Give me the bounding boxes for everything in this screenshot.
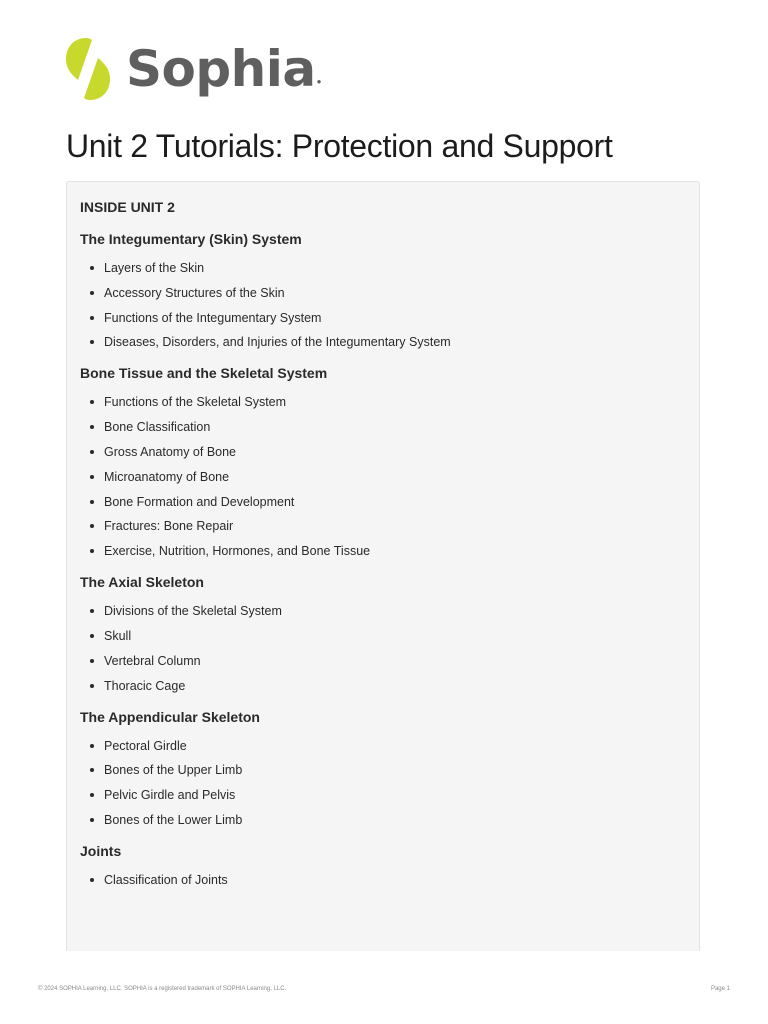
bullet-icon (90, 609, 94, 613)
sophia-logo[interactable] (66, 36, 321, 102)
lesson-item[interactable] (80, 310, 686, 326)
footer-copyright: © 2024 SOPHIA Learning, LLC. SOPHIA is a registered trademark of SOPHIA Learning, LLC. (38, 986, 287, 992)
lesson-item[interactable] (80, 285, 686, 301)
lesson-list (80, 738, 686, 828)
lesson-list (80, 260, 686, 350)
lesson-item[interactable] (80, 419, 686, 435)
section-title: The Integumentary (Skin) System (80, 231, 302, 247)
lesson-item-label: Microanatomy of Bone (104, 469, 230, 484)
lesson-item-label: Divisions of the Skeletal System (104, 604, 282, 619)
lesson-item-label: Classification of Joints (104, 872, 228, 887)
bullet-icon (90, 291, 94, 295)
lesson-item-label: Fractures: Bone Repair (104, 519, 234, 534)
page-title: Unit 2 Tutorials: Protection and Support (66, 128, 613, 164)
lesson-item[interactable] (80, 787, 686, 803)
section-title: Joints (80, 842, 122, 859)
registered-mark-icon: ● (316, 77, 322, 86)
lesson-item-label: Exercise, Nutrition, Hormones, and Bone Tissue (104, 544, 371, 559)
page-footer (38, 984, 730, 994)
lesson-item-label: Layers of the Skin (104, 261, 205, 275)
lesson-item[interactable] (80, 334, 686, 350)
lesson-item-label: Vertebral Column (104, 653, 201, 668)
bullet-icon (90, 818, 94, 822)
lesson-item-label: Thoracic Cage (104, 678, 186, 693)
bullet-icon (90, 549, 94, 553)
bullet-icon (90, 793, 94, 797)
lesson-item[interactable] (80, 628, 686, 644)
lesson-item[interactable] (80, 543, 686, 559)
lesson-item[interactable] (80, 653, 686, 669)
sophia-logo-mark-icon (66, 36, 110, 102)
unit-sections (80, 230, 686, 888)
lesson-item-label: Functions of the Integumentary System (104, 310, 322, 325)
bullet-icon (90, 634, 94, 638)
lesson-item[interactable] (80, 738, 686, 754)
bullet-icon (90, 500, 94, 504)
bullet-icon (90, 684, 94, 688)
bullet-icon (90, 400, 94, 404)
lesson-list (80, 603, 686, 693)
lesson-item[interactable] (80, 762, 686, 778)
lesson-item[interactable] (80, 444, 686, 460)
bullet-icon (90, 475, 94, 479)
lesson-item-label: Bones of the Upper Limb (104, 763, 243, 778)
lesson-item-label: Bone Formation and Development (104, 494, 295, 509)
unit-contents-panel (66, 181, 700, 951)
lesson-list (80, 394, 686, 559)
lesson-item[interactable] (80, 394, 686, 410)
bullet-icon (90, 878, 94, 882)
lesson-item[interactable] (80, 518, 686, 534)
section-title: Bone Tissue and the Skeletal System (80, 365, 328, 382)
lesson-item-label: Bone Classification (104, 420, 211, 435)
bullet-icon (90, 659, 94, 663)
lesson-item[interactable] (80, 260, 686, 276)
bullet-icon (90, 768, 94, 772)
lesson-item-label: Accessory Structures of the Skin (104, 285, 285, 300)
lesson-item[interactable] (80, 872, 686, 888)
bullet-icon (90, 744, 94, 748)
footer-page-number: Page 1 (710, 986, 730, 992)
panel-label: INSIDE UNIT 2 (80, 199, 175, 215)
lesson-item-label: Pelvic Girdle and Pelvis (104, 788, 236, 803)
bullet-icon (90, 425, 94, 429)
lesson-item[interactable] (80, 603, 686, 619)
lesson-item[interactable] (80, 678, 686, 694)
section-title: The Appendicular Skeleton (80, 708, 260, 725)
bullet-icon (90, 450, 94, 454)
bullet-icon (90, 524, 94, 528)
sophia-wordmark: Sophia (126, 40, 316, 98)
lesson-item[interactable] (80, 494, 686, 510)
lesson-item-label: Gross Anatomy of Bone (104, 444, 237, 459)
lesson-item-label: Skull (104, 628, 132, 643)
lesson-item-label: Pectoral Girdle (104, 738, 187, 753)
lesson-item-label: Bones of the Lower Limb (104, 812, 243, 827)
lesson-list (80, 872, 686, 888)
lesson-item[interactable] (80, 469, 686, 485)
lesson-item-label: Functions of the Skeletal System (104, 395, 287, 410)
section-title: The Axial Skeleton (80, 574, 204, 591)
bullet-icon (90, 266, 94, 270)
bullet-icon (90, 316, 94, 320)
lesson-item[interactable] (80, 812, 686, 828)
lesson-item-label: Diseases, Disorders, and Injuries of the Integumentary System (104, 335, 451, 350)
bullet-icon (90, 340, 94, 344)
